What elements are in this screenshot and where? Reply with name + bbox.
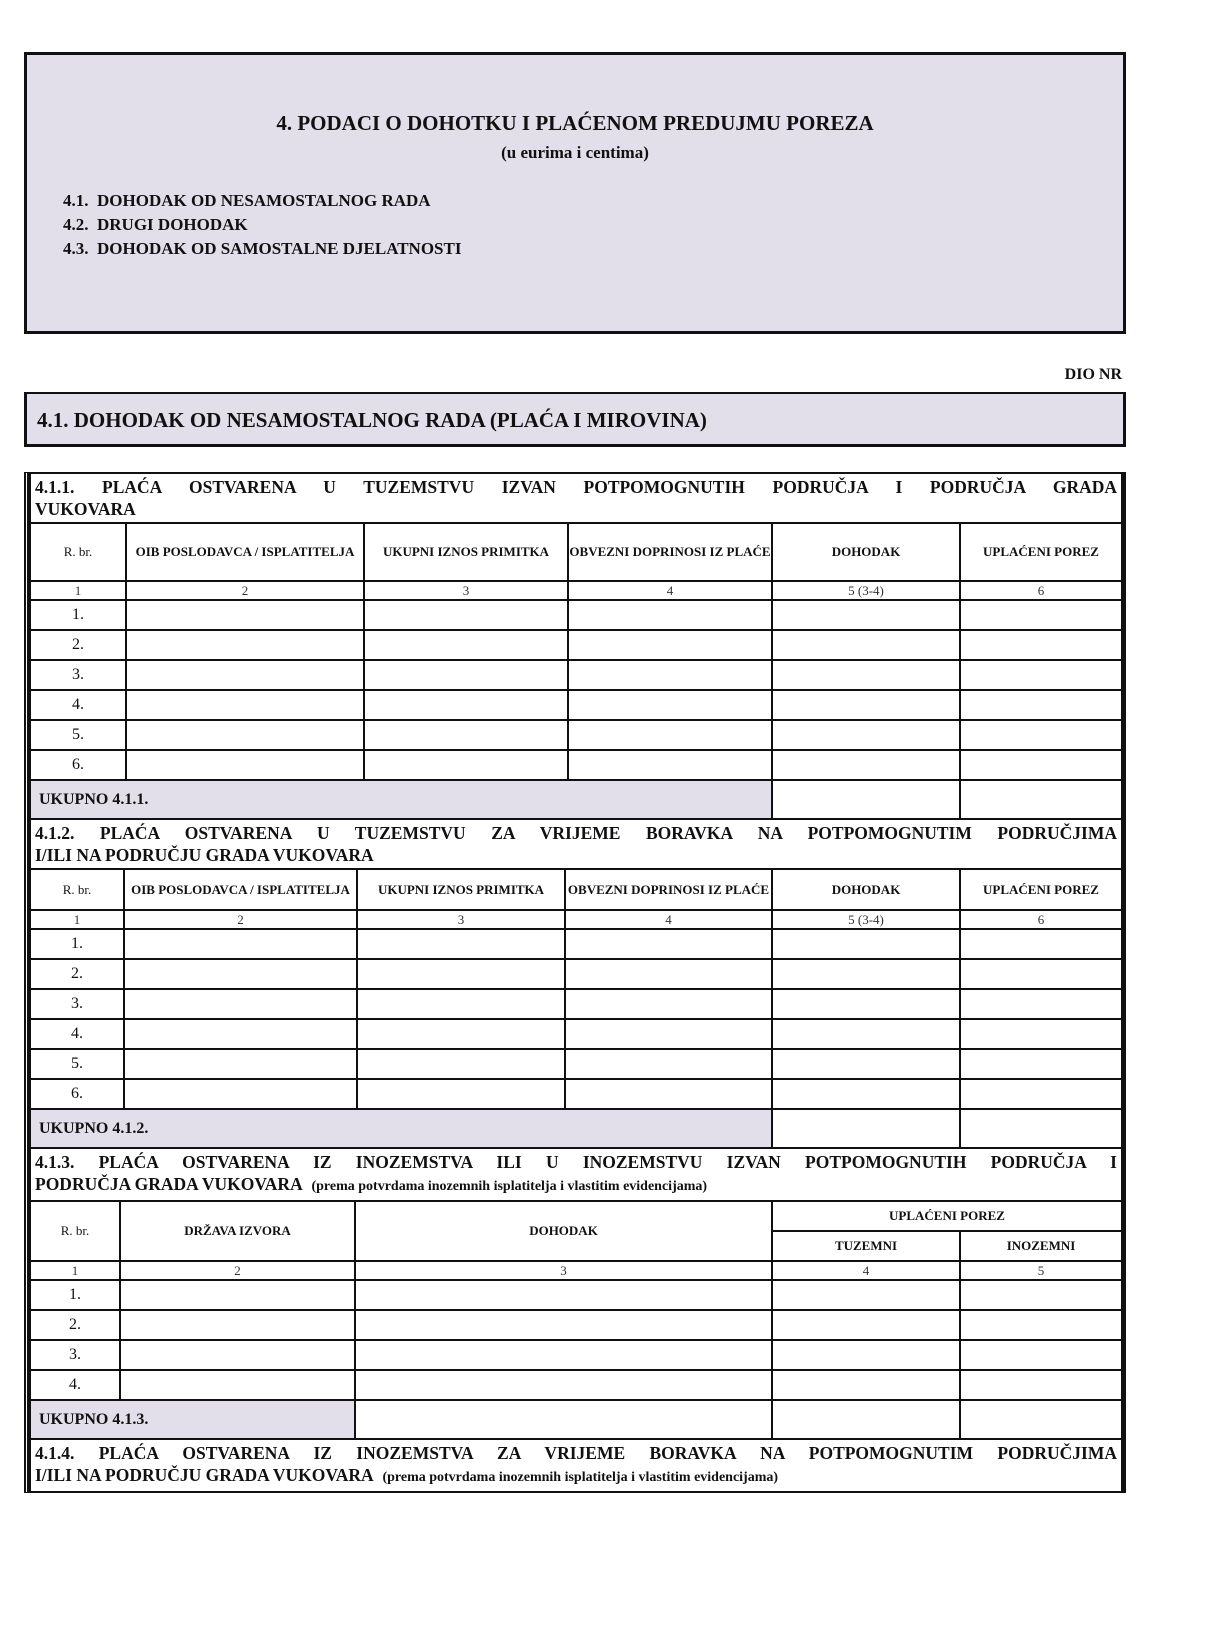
form-title: 4. PODACI O DOHOTKU I PLAĆENOM PREDUJMU POREZA — [276, 111, 874, 135]
column-header: UKUPNI IZNOS PRIMITKA — [357, 869, 565, 910]
input-cell[interactable] — [565, 1079, 772, 1109]
input-cell[interactable] — [126, 690, 364, 720]
row-number: 4. — [30, 1019, 124, 1049]
table-row — [30, 750, 1122, 780]
column-number: 5 (3-4) — [772, 581, 960, 600]
input-cell[interactable] — [960, 959, 1122, 989]
input-cell[interactable] — [565, 959, 772, 989]
row-number: 2. — [30, 1310, 120, 1340]
input-cell[interactable] — [357, 989, 565, 1019]
column-number: 3 — [364, 581, 568, 600]
input-cell[interactable] — [960, 1019, 1122, 1049]
column-header: R. br. — [30, 523, 126, 581]
total-label: UKUPNO 4.1.3. — [30, 1400, 355, 1439]
input-cell[interactable] — [960, 660, 1122, 690]
input-cell[interactable] — [772, 630, 960, 660]
column-header: DOHODAK — [772, 523, 960, 581]
column-number: 3 — [355, 1261, 772, 1280]
input-cell[interactable] — [772, 660, 960, 690]
table-row — [30, 660, 1122, 690]
column-header: DOHODAK — [772, 869, 960, 910]
input-cell[interactable] — [565, 929, 772, 959]
column-header: OIB POSLODAVCA / ISPLATITELJA — [126, 523, 364, 581]
input-cell[interactable] — [772, 1340, 960, 1370]
row-number: 4. — [30, 1370, 120, 1400]
form-subtitle: (u eurima i centima) — [501, 143, 649, 162]
input-cell[interactable] — [960, 750, 1122, 780]
input-cell[interactable] — [960, 1340, 1122, 1370]
column-number: 3 — [357, 910, 565, 929]
input-cell[interactable] — [960, 929, 1122, 959]
input-cell[interactable] — [124, 959, 357, 989]
input-cell[interactable] — [772, 1310, 960, 1340]
row-number: 5. — [30, 720, 126, 750]
table-title: 4.1.4. PLAĆA OSTVARENA IZ INOZEMSTVA ZA VRIJEME BORAVKA NA POTPOMOGNUTIM PODRUČJIMA I/ILI NA PODRUČJU GRADA VUKOVARA (prema potvrdama inozemnih isplatitelja i vlastitim evidencijama) — [30, 1440, 1122, 1491]
row-number: 3. — [30, 989, 124, 1019]
column-number: 2 — [126, 581, 364, 600]
table-title: 4.1.1. PLAĆA OSTVARENA U TUZEMSTVU IZVAN POTPOMOGNUTIH PODRUČJA I PODRUČJA GRADA VUKOVARA — [30, 474, 1122, 523]
input-cell[interactable] — [772, 690, 960, 720]
input-cell[interactable] — [364, 600, 568, 630]
part-label: DIO NR — [1064, 366, 1122, 383]
row-number: 2. — [30, 959, 124, 989]
input-cell[interactable] — [120, 1370, 355, 1400]
input-cell[interactable] — [960, 690, 1122, 720]
input-cell[interactable] — [960, 989, 1122, 1019]
input-cell[interactable] — [960, 1370, 1122, 1400]
input-cell[interactable] — [357, 959, 565, 989]
input-cell[interactable] — [364, 630, 568, 660]
row-number: 3. — [30, 1340, 120, 1370]
row-number: 5. — [30, 1049, 124, 1079]
table-row — [30, 1019, 1122, 1049]
input-cell[interactable] — [568, 660, 772, 690]
input-cell[interactable] — [960, 1079, 1122, 1109]
column-number: 6 — [960, 581, 1122, 600]
input-cell[interactable] — [568, 720, 772, 750]
total-tuzemni-field[interactable] — [772, 1400, 960, 1439]
header-inozemni: INOZEMNI — [960, 1231, 1122, 1261]
input-cell[interactable] — [960, 1280, 1122, 1310]
input-cell[interactable] — [357, 1019, 565, 1049]
table-title: 4.1.2. PLAĆA OSTVARENA U TUZEMSTVU ZA VRIJEME BORAVKA NA POTPOMOGNUTIM PODRUČJIMA I/ILI NA PODRUČJU GRADA VUKOVARA — [30, 820, 1122, 869]
section-list-item: 4.2. DRUGI DOHODAK — [63, 215, 248, 234]
table-row — [30, 1370, 1122, 1400]
input-cell[interactable] — [565, 1019, 772, 1049]
input-cell[interactable] — [126, 750, 364, 780]
table-4-1-1 — [29, 474, 1123, 820]
total-porez-field[interactable] — [960, 1109, 1122, 1148]
input-cell[interactable] — [357, 929, 565, 959]
input-cell[interactable] — [568, 690, 772, 720]
table-row — [30, 720, 1122, 750]
column-number: 2 — [124, 910, 357, 929]
input-cell[interactable] — [960, 600, 1122, 630]
input-cell[interactable] — [126, 660, 364, 690]
input-cell[interactable] — [355, 1280, 772, 1310]
header-dohodak: DOHODAK — [355, 1201, 772, 1261]
column-header: UKUPNI IZNOS PRIMITKA — [364, 523, 568, 581]
column-number: 5 — [960, 1261, 1122, 1280]
row-number: 1. — [30, 1280, 120, 1310]
input-cell[interactable] — [364, 690, 568, 720]
row-number: 4. — [30, 690, 126, 720]
table-row — [30, 1049, 1122, 1079]
header-uplaceni-porez: UPLAĆENI POREZ — [772, 1201, 1122, 1231]
section-header — [24, 392, 1126, 447]
input-cell[interactable] — [772, 1049, 960, 1079]
input-cell[interactable] — [124, 989, 357, 1019]
total-label: UKUPNO 4.1.1. — [30, 780, 772, 819]
input-cell[interactable] — [357, 1049, 565, 1079]
input-cell[interactable] — [355, 1340, 772, 1370]
table-row — [30, 1079, 1122, 1109]
input-cell[interactable] — [772, 1019, 960, 1049]
table-row — [30, 959, 1122, 989]
table-row — [30, 989, 1122, 1019]
section-list-item: 4.3. DOHODAK OD SAMOSTALNE DJELATNOSTI — [63, 239, 462, 258]
column-number: 1 — [30, 581, 126, 600]
row-number: 1. — [30, 929, 124, 959]
input-cell[interactable] — [772, 929, 960, 959]
table-row — [30, 690, 1122, 720]
table-row — [30, 630, 1122, 660]
column-number: 1 — [30, 910, 124, 929]
input-cell[interactable] — [364, 750, 568, 780]
input-cell[interactable] — [364, 660, 568, 690]
header-tuzemni: TUZEMNI — [772, 1231, 960, 1261]
header-rbr: R. br. — [30, 1201, 120, 1261]
input-cell[interactable] — [120, 1280, 355, 1310]
column-header: UPLAĆENI POREZ — [960, 869, 1122, 910]
row-number: 3. — [30, 660, 126, 690]
input-cell[interactable] — [960, 1310, 1122, 1340]
column-header: OBVEZNI DOPRINOSI IZ PLAĆE — [568, 523, 772, 581]
column-number: 4 — [565, 910, 772, 929]
input-cell[interactable] — [568, 750, 772, 780]
column-number: 1 — [30, 1261, 120, 1280]
section-4-intro-box — [24, 52, 1126, 334]
table-row — [30, 929, 1122, 959]
column-number: 6 — [960, 910, 1122, 929]
input-cell[interactable] — [120, 1310, 355, 1340]
column-number: 4 — [568, 581, 772, 600]
row-number: 6. — [30, 750, 126, 780]
column-number: 5 (3-4) — [772, 910, 960, 929]
table-title: 4.1.3. PLAĆA OSTVARENA IZ INOZEMSTVA ILI U INOZEMSTVU IZVAN POTPOMOGNUTIH PODRUČJA I PODRUČJA GRADA VUKOVARA (prema potvrdama inozemnih isplatitelja i vlastitim evidencijama) — [30, 1149, 1122, 1201]
section-list — [63, 189, 461, 261]
input-cell[interactable] — [772, 1280, 960, 1310]
table-4-1-3 — [29, 1149, 1123, 1440]
input-cell[interactable] — [568, 630, 772, 660]
total-porez-field[interactable] — [960, 780, 1122, 819]
header-drzava: DRŽAVA IZVORA — [120, 1201, 355, 1261]
row-number: 1. — [30, 600, 126, 630]
table-4-1-2 — [29, 820, 1123, 1149]
input-cell[interactable] — [124, 1049, 357, 1079]
input-cell[interactable] — [364, 720, 568, 750]
section-list-item: 4.1. DOHODAK OD NESAMOSTALNOG RADA — [63, 191, 431, 210]
column-header: OBVEZNI DOPRINOSI IZ PLAĆE — [565, 869, 772, 910]
table-row — [30, 1280, 1122, 1310]
column-header: OIB POSLODAVCA / ISPLATITELJA — [124, 869, 357, 910]
input-cell[interactable] — [772, 959, 960, 989]
input-cell[interactable] — [772, 989, 960, 1019]
income-tables — [24, 472, 1126, 1493]
input-cell[interactable] — [960, 630, 1122, 660]
input-cell[interactable] — [772, 600, 960, 630]
input-cell[interactable] — [126, 720, 364, 750]
input-cell[interactable] — [960, 1049, 1122, 1079]
table-row — [30, 1310, 1122, 1340]
total-dohodak-field[interactable] — [772, 780, 960, 819]
input-cell[interactable] — [355, 1370, 772, 1400]
input-cell[interactable] — [565, 989, 772, 1019]
input-cell[interactable] — [126, 600, 364, 630]
section-title: 4.1. DOHODAK OD NESAMOSTALNOG RADA (PLAĆA I MIROVINA) — [37, 408, 707, 432]
input-cell[interactable] — [357, 1079, 565, 1109]
input-cell[interactable] — [120, 1340, 355, 1370]
total-label: UKUPNO 4.1.2. — [30, 1109, 772, 1148]
input-cell[interactable] — [565, 1049, 772, 1079]
row-number: 6. — [30, 1079, 124, 1109]
input-cell[interactable] — [355, 1310, 772, 1340]
input-cell[interactable] — [772, 720, 960, 750]
input-cell[interactable] — [568, 600, 772, 630]
row-number: 2. — [30, 630, 126, 660]
column-header: UPLAĆENI POREZ — [960, 523, 1122, 581]
input-cell[interactable] — [960, 720, 1122, 750]
total-inozemni-field[interactable] — [960, 1400, 1122, 1439]
total-dohodak-field[interactable] — [772, 1109, 960, 1148]
table-row — [30, 600, 1122, 630]
column-number: 4 — [772, 1261, 960, 1280]
column-header: R. br. — [30, 869, 124, 910]
input-cell[interactable] — [772, 1079, 960, 1109]
input-cell[interactable] — [772, 1370, 960, 1400]
input-cell[interactable] — [124, 1079, 357, 1109]
column-number: 2 — [120, 1261, 355, 1280]
input-cell[interactable] — [126, 630, 364, 660]
table-4-1-4 — [29, 1440, 1123, 1491]
table-row — [30, 1340, 1122, 1370]
total-dohodak-field[interactable] — [355, 1400, 772, 1439]
input-cell[interactable] — [124, 1019, 357, 1049]
input-cell[interactable] — [772, 750, 960, 780]
input-cell[interactable] — [124, 929, 357, 959]
